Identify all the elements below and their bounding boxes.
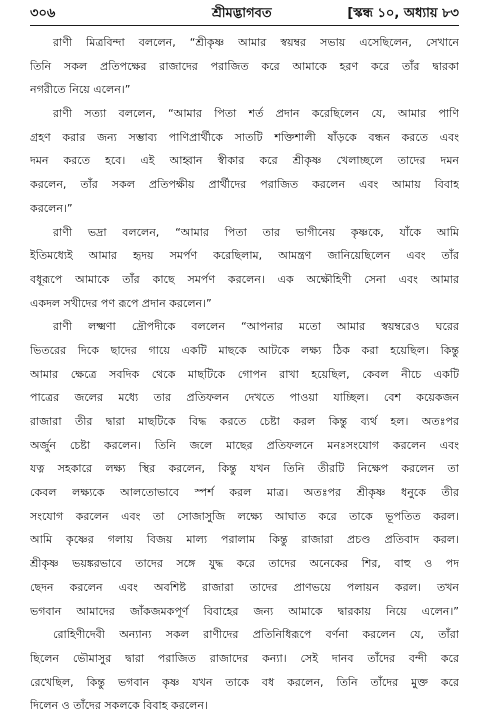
text-line: গ্রহণ করার জন্য সম্ভাব্য পাণিপ্রার্থীকে সাতটি শক্তিশালী ষাঁড়কে বন্ধন করতে এবং: [30, 130, 459, 144]
text-line: করলেন, তাঁর সকল প্রতিপক্ষীয় প্রার্থীদের পরাজিত করলেন এবং আমায় বিবাহ: [30, 178, 459, 192]
text-line: রেখেছিল, কিন্তু ভগবান কৃষ্ণ যখন তাকে বধ করলেন, তিনি তাঁদের মুক্ত করে: [30, 675, 459, 689]
text-line: পাত্রের জলের মধ্যে তার প্রতিফলন দেখতে পাওয়া যাচ্ছিল। বেশ কয়েকজন: [30, 391, 459, 405]
text-line: আমি কৃষ্ণের গলায় বিজয় মাল্য পরালাম কিন্তু রাজারা প্রচণ্ড প্রতিবাদ করল।: [30, 533, 459, 547]
section-reference: [স্কন্ধ ১০, অধ্যায় ৮৩: [347, 6, 459, 21]
text-line: রাজারা তীর দ্বারা মাছটিকে বিদ্ধ করতে চেষ্টা করল কিন্তু ব্যর্থ হল। অতঃপর: [30, 415, 459, 428]
text-line: দিলেন ও তাঁদের সকলকে বিবাহ করলেন।: [30, 699, 208, 713]
header-rule: [30, 25, 459, 26]
text-line: যত্ন সহকারে লক্ষ্য স্থির করলেন, কিন্তু যখন তিনি তীরটি নিক্ষেপ করলেন তা: [30, 462, 459, 476]
text-line: শ্রীকৃষ্ণ ভয়ঙ্করভাবে তাদের সঙ্গে যুদ্ধ করে তাদের অনেকের শির, বাহু ও পদ: [30, 557, 459, 571]
body-text: [30, 31, 459, 718]
text-line: আমার ক্ষেত্রে সবদিক থেকে মাছটিকে গোপন রাখা হয়েছিল, কেবল নীচে একটি: [30, 367, 459, 381]
text-line: তিনি সকল প্রতিপক্ষের রাজাদের পরাজিত করে আমাকে হরণ করে তাঁর দ্বারকা: [30, 59, 459, 73]
text-line: দমন করতে হবে। এই আহ্বান স্বীকার করে শ্রীকৃষ্ণ খেলাচ্ছলে তাদের দমন: [30, 154, 459, 168]
text-line: করলেন।”: [30, 201, 73, 215]
text-line: একদল সখীদের পণ রূপে প্রদান করলেন।”: [30, 296, 212, 310]
text-line: নগরীতে নিয়ে এলেন।”: [30, 83, 131, 97]
running-title: শ্রীমদ্ভাগবত: [212, 6, 272, 21]
text-line: রাণী ভদ্রা বললেন, “আমার পিতা তার ভাগীনেয় কৃষ্ণকে, যাঁকে আমি: [53, 225, 459, 239]
text-line: বধূরূপে আমাকে তাঁর কাছে সমর্পণ করলেন। এক অক্ষৌহিণী সেনা এবং আমার: [30, 272, 459, 286]
text-line: সংযোগ করলেন এবং তা সোজাসুজি লক্ষ্যে আঘাত করে তাকে ভূপতিত করল।: [30, 509, 459, 523]
text-line: রাণী লক্ষ্মণা দ্রৌপদীকে বললেন “আপনার মতো আমার স্বয়ম্বরেও ঘরের: [53, 320, 459, 334]
text-line: রাণী মিত্রবিন্দা বললেন, “শ্রীকৃষ্ণ আমার স্বয়ম্বর সভায় এসেছিলেন, সেখানে: [53, 36, 459, 49]
text-line: রাণী সত্যা বললেন, “আমার পিতা শর্ত প্রদান করেছিলেন যে, আমার পাণি: [53, 107, 459, 121]
text-line: ভগবান আমাদের জাঁকজমকপূর্ণ বিবাহের জন্য আমাকে দ্বারকায় নিয়ে এলেন।”: [30, 604, 459, 618]
page-header: [30, 3, 459, 25]
text-line: অর্জুন চেষ্টা করলেন। তিনি জলে মাছের প্রতিফলনে মনঃসংযোগ করলেন এবং: [30, 438, 459, 452]
text-line: ভিতরের দিকে ছাদের গায়ে একটি মাছকে আটকে লক্ষ্য ঠিক করা হয়েছিল। কিন্তু: [30, 343, 459, 357]
text-line: রোহিণীদেবী অন্যান্য সকল রাণীদের প্রতিনিধিরূপে বর্ণনা করলেন যে, তাঁরা: [53, 628, 459, 642]
text-line: ছেদন করলেন এবং অবশিষ্ট রাজারা তাদের প্রাণভয়ে পলায়ন করল। তখন: [30, 580, 459, 594]
text-line: কেবল লক্ষ্যকে আলতোভাবে স্পর্শ করল মাত্র। অতঃপর শ্রীকৃষ্ণ ধনুকে তীর: [30, 486, 459, 500]
page-number: ৩০৬: [30, 6, 56, 21]
text-line: ছিলেন ভৌমাসুর দ্বারা পরাজিত রাজাদের কন্যা। সেই দানব তাঁদের বন্দী করে: [30, 651, 459, 665]
text-line: ইতিমধ্যেই আমার হৃদয় সমর্পণ করেছিলাম, আমন্ত্রণ জানিয়েছিলেন এবং তাঁর: [30, 249, 459, 263]
